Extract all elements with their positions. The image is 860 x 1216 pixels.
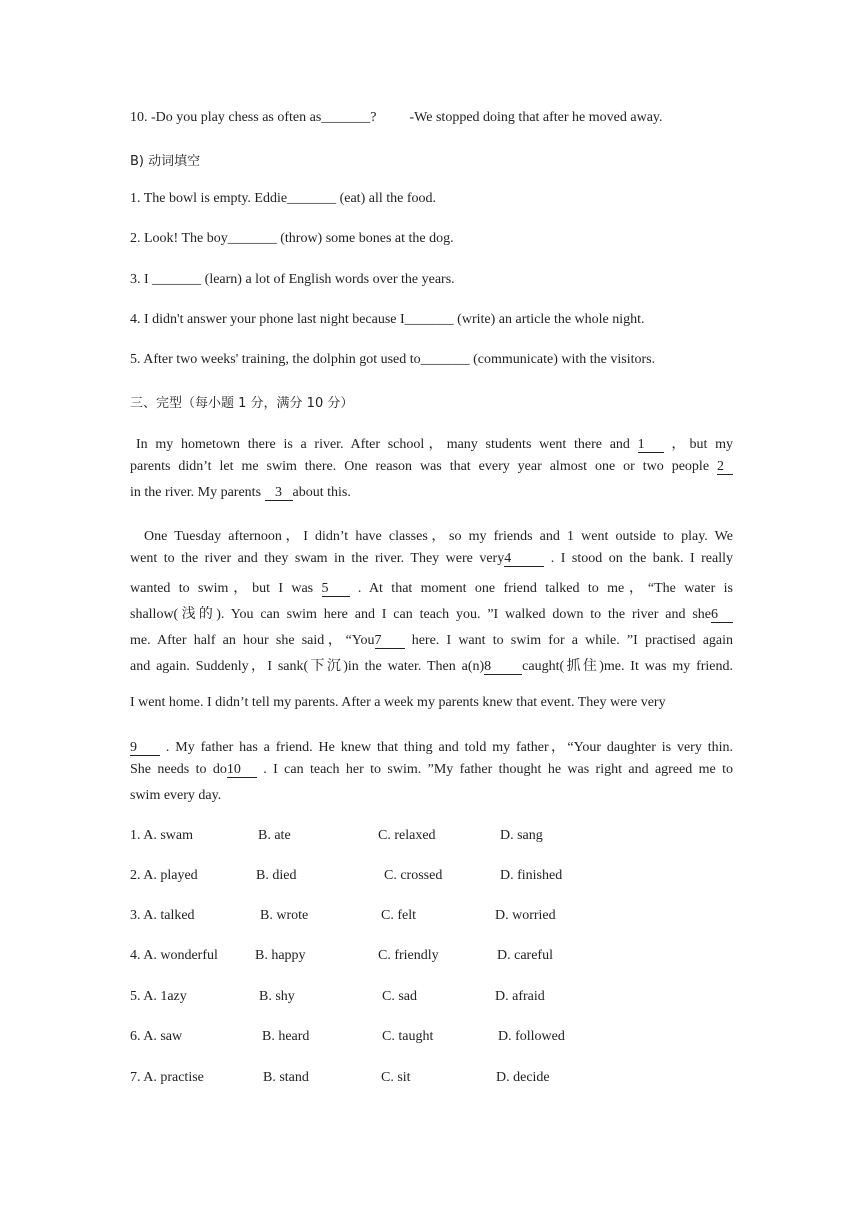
option-a: A. played (143, 868, 198, 883)
passage-line: She needs to do10 . I can teach her to swim. ”My father thought he was right and agreed me to (130, 762, 733, 777)
option-d: D. followed (498, 1029, 565, 1044)
option-row-7: 7. A. practise (130, 1070, 204, 1085)
blank-3: 3 (265, 486, 293, 501)
passage-line: One Tuesday afternoon，I didn’t have classes，so my friends and 1 went outside to play. We (144, 529, 733, 544)
option-b: B. happy (255, 948, 306, 963)
passage-line: In my hometown there is a river. After school，many students went there and 1 ，but my (136, 437, 733, 452)
passage-line: and again. Suddenly，I sank(下沉)in the water. Then a(n)8 caught(抓住)me. It was my friend. (130, 659, 734, 674)
passage-line: wanted to swim，but I was 5 . At that moment one friend talked to me，“The water is (130, 581, 734, 596)
option-a: A. talked (143, 908, 195, 923)
section-b-title: B) 动词填空 (130, 154, 201, 169)
option-d: D. finished (500, 868, 563, 883)
option-a: A. wonderful (143, 948, 218, 963)
blank-2: 2 (717, 460, 733, 475)
passage-line: I went home. I didn’t tell my parents. After a week my parents knew that event. They were very (130, 695, 666, 710)
verb-item-2: 2. Look! The boy_______ (throw) some bones at the dog. (130, 231, 454, 246)
option-d: D. sang (500, 828, 543, 843)
question-10-reply: -We stopped doing that after he moved away. (409, 110, 663, 125)
passage-line: swim every day. (130, 788, 222, 803)
verb-item-4: 4. I didn't answer your phone last night because I_______ (write) an article the whole night. (130, 312, 645, 327)
option-d: D. decide (496, 1070, 550, 1085)
option-row-5: 5. A. 1azy (130, 989, 187, 1004)
blank-7: 7 (375, 634, 405, 649)
option-b: B. wrote (260, 908, 309, 923)
option-d: D. careful (497, 948, 553, 963)
blank-8: 8 (484, 660, 522, 675)
passage-line: me. After half an hour she said，“You7 here. I want to swim for a while. ”I practised again (130, 633, 734, 648)
blank-5: 5 (322, 582, 350, 597)
option-b: B. died (256, 868, 297, 883)
option-a: A. practise (143, 1070, 204, 1085)
blank-10: 10 (227, 763, 257, 778)
option-b: B. stand (263, 1070, 309, 1085)
blank-4: 4 (504, 552, 544, 567)
option-b: B. shy (259, 989, 295, 1004)
option-a: A. swam (143, 828, 194, 843)
option-row-6: 6. A. saw (130, 1029, 183, 1044)
passage-line: went to the river and they swam in the river. They were very4 . I stood on the bank. I really (130, 551, 734, 566)
option-d: D. afraid (495, 989, 545, 1004)
blank-1: 1 (638, 438, 664, 453)
option-c: C. friendly (378, 948, 439, 963)
verb-item-1: 1. The bowl is empty. Eddie_______ (eat) all the food. (130, 191, 436, 206)
option-c: C. crossed (384, 868, 443, 883)
option-c: C. sad (382, 989, 417, 1004)
passage-line: parents didn’t let me swim there. One reason was that every year almost one or two people 2 (130, 459, 733, 475)
question-10-text: 10. -Do you play chess as often as_______? (130, 110, 377, 125)
option-c: C. sit (381, 1070, 411, 1085)
passage-line: in the river. My parents 3 about this. (130, 485, 351, 500)
section-3-title: 三、完型（每小题 1 分，满分 10 分） (130, 396, 354, 411)
question-10 (130, 110, 733, 126)
option-row-1: 1. A. swam (130, 828, 194, 843)
option-row-4: 4. A. wonderful (130, 948, 218, 963)
verb-item-5: 5. After two weeks' training, the dolphin got used to_______ (communicate) with the visitors. (130, 352, 656, 367)
option-row-2: 2. A. played (130, 868, 198, 883)
blank-9: 9 (130, 741, 160, 756)
option-c: C. relaxed (378, 828, 436, 843)
option-b: B. heard (262, 1029, 310, 1044)
option-row-3: 3. A. talked (130, 908, 195, 923)
verb-item-3: 3. I _______ (learn) a lot of English words over the years. (130, 272, 455, 287)
option-d: D. worried (495, 908, 556, 923)
option-c: C. felt (381, 908, 416, 923)
passage-line: 9 . My father has a friend. He knew that thing and told my father，“Your daughter is very thin. (130, 740, 734, 755)
option-c: C. taught (382, 1029, 434, 1044)
passage-line: shallow(浅的). You can swim here and I can teach you. ”I walked down to the river and she6 (130, 603, 733, 623)
option-a: A. saw (143, 1029, 183, 1044)
blank-6: 6 (711, 608, 733, 623)
option-b: B. ate (258, 828, 291, 843)
option-a: A. 1azy (143, 989, 187, 1004)
